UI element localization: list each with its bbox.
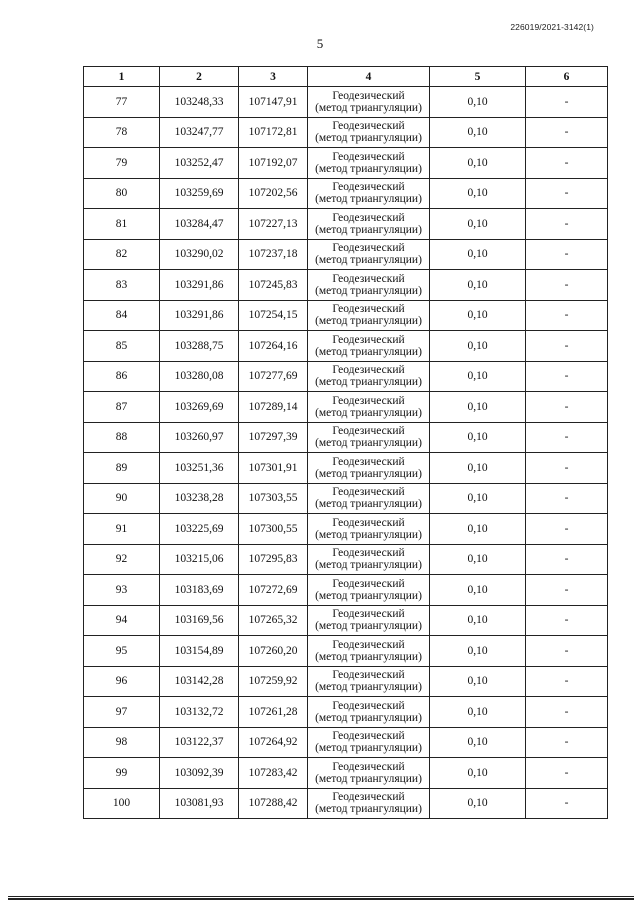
table-row	[84, 605, 608, 636]
method-cell	[308, 300, 430, 331]
table-row	[84, 483, 608, 514]
table-row	[84, 666, 608, 697]
accuracy-cell: 0,10	[430, 87, 526, 118]
y-coordinate-cell: 107202,56	[239, 178, 308, 209]
point-number-cell: 93	[84, 575, 160, 606]
table-row	[84, 239, 608, 270]
table-row	[84, 87, 608, 118]
table-row	[84, 209, 608, 240]
y-coordinate-cell: 107265,32	[239, 605, 308, 636]
note-cell: -	[526, 117, 608, 148]
y-coordinate-cell: 107300,55	[239, 514, 308, 545]
accuracy-cell: 0,10	[430, 453, 526, 484]
method-cell	[308, 361, 430, 392]
x-coordinate-cell: 103284,47	[160, 209, 239, 240]
accuracy-cell: 0,10	[430, 117, 526, 148]
method-cell	[308, 453, 430, 484]
accuracy-cell: 0,10	[430, 575, 526, 606]
method-line-1: Геодезический	[332, 699, 405, 712]
method-line-1: Геодезический	[332, 303, 405, 316]
method-line-1: Геодезический	[332, 547, 405, 560]
table-row	[84, 727, 608, 758]
method-line-2: (метод триангуляции)	[315, 193, 422, 206]
method-line-2: (метод триангуляции)	[315, 284, 422, 297]
point-number-cell: 83	[84, 270, 160, 301]
method-line-1: Геодезический	[332, 89, 405, 102]
point-number-cell: 77	[84, 87, 160, 118]
method-line-1: Геодезический	[332, 730, 405, 743]
y-coordinate-cell: 107272,69	[239, 575, 308, 606]
method-cell	[308, 636, 430, 667]
table-row	[84, 361, 608, 392]
column-header: 6	[526, 67, 608, 87]
method-line-1: Геодезический	[332, 211, 405, 224]
y-coordinate-cell: 107237,18	[239, 239, 308, 270]
method-cell	[308, 239, 430, 270]
method-line-1: Геодезический	[332, 577, 405, 590]
point-number-cell: 91	[84, 514, 160, 545]
method-line-2: (метод триангуляции)	[315, 406, 422, 419]
note-cell: -	[526, 209, 608, 240]
method-line-2: (метод триангуляции)	[315, 772, 422, 785]
accuracy-cell: 0,10	[430, 636, 526, 667]
x-coordinate-cell: 103288,75	[160, 331, 239, 362]
column-header: 2	[160, 67, 239, 87]
method-line-1: Геодезический	[332, 120, 405, 133]
y-coordinate-cell: 107297,39	[239, 422, 308, 453]
accuracy-cell: 0,10	[430, 209, 526, 240]
y-coordinate-cell: 107192,07	[239, 148, 308, 179]
table-row	[84, 453, 608, 484]
x-coordinate-cell: 103248,33	[160, 87, 239, 118]
note-cell: -	[526, 544, 608, 575]
note-cell: -	[526, 178, 608, 209]
method-cell	[308, 331, 430, 362]
table-header-row	[84, 67, 608, 87]
method-line-2: (метод триангуляции)	[315, 498, 422, 511]
method-line-2: (метод триангуляции)	[315, 711, 422, 724]
x-coordinate-cell: 103215,06	[160, 544, 239, 575]
y-coordinate-cell: 107254,15	[239, 300, 308, 331]
y-coordinate-cell: 107288,42	[239, 788, 308, 819]
point-number-cell: 87	[84, 392, 160, 423]
x-coordinate-cell: 103252,47	[160, 148, 239, 179]
note-cell: -	[526, 453, 608, 484]
note-cell: -	[526, 514, 608, 545]
x-coordinate-cell: 103247,77	[160, 117, 239, 148]
accuracy-cell: 0,10	[430, 422, 526, 453]
x-coordinate-cell: 103280,08	[160, 361, 239, 392]
column-header: 4	[308, 67, 430, 87]
x-coordinate-cell: 103132,72	[160, 697, 239, 728]
method-line-2: (метод триангуляции)	[315, 681, 422, 694]
point-number-cell: 85	[84, 331, 160, 362]
y-coordinate-cell: 107277,69	[239, 361, 308, 392]
point-number-cell: 92	[84, 544, 160, 575]
point-number-cell: 81	[84, 209, 160, 240]
table-row	[84, 575, 608, 606]
x-coordinate-cell: 103238,28	[160, 483, 239, 514]
method-line-2: (метод триангуляции)	[315, 803, 422, 816]
x-coordinate-cell: 103122,37	[160, 727, 239, 758]
method-line-2: (метод триангуляции)	[315, 132, 422, 145]
method-cell	[308, 697, 430, 728]
method-line-2: (метод триангуляции)	[315, 162, 422, 175]
accuracy-cell: 0,10	[430, 270, 526, 301]
point-number-cell: 86	[84, 361, 160, 392]
y-coordinate-cell: 107227,13	[239, 209, 308, 240]
accuracy-cell: 0,10	[430, 331, 526, 362]
x-coordinate-cell: 103142,28	[160, 666, 239, 697]
note-cell: -	[526, 148, 608, 179]
method-cell	[308, 575, 430, 606]
accuracy-cell: 0,10	[430, 148, 526, 179]
accuracy-cell: 0,10	[430, 697, 526, 728]
y-coordinate-cell: 107261,28	[239, 697, 308, 728]
method-line-2: (метод триангуляции)	[315, 223, 422, 236]
accuracy-cell: 0,10	[430, 544, 526, 575]
point-number-cell: 90	[84, 483, 160, 514]
point-number-cell: 89	[84, 453, 160, 484]
method-line-2: (метод триангуляции)	[315, 467, 422, 480]
method-line-2: (метод триангуляции)	[315, 315, 422, 328]
point-number-cell: 82	[84, 239, 160, 270]
x-coordinate-cell: 103169,56	[160, 605, 239, 636]
accuracy-cell: 0,10	[430, 788, 526, 819]
accuracy-cell: 0,10	[430, 239, 526, 270]
point-number-cell: 79	[84, 148, 160, 179]
note-cell: -	[526, 636, 608, 667]
note-cell: -	[526, 331, 608, 362]
note-cell: -	[526, 758, 608, 789]
accuracy-cell: 0,10	[430, 178, 526, 209]
y-coordinate-cell: 107245,83	[239, 270, 308, 301]
method-line-1: Геодезический	[332, 516, 405, 529]
method-line-1: Геодезический	[332, 760, 405, 773]
method-line-1: Геодезический	[332, 669, 405, 682]
method-line-2: (метод триангуляции)	[315, 528, 422, 541]
method-line-2: (метод триангуляции)	[315, 101, 422, 114]
method-cell	[308, 544, 430, 575]
point-number-cell: 99	[84, 758, 160, 789]
note-cell: -	[526, 666, 608, 697]
note-cell: -	[526, 392, 608, 423]
note-cell: -	[526, 483, 608, 514]
method-line-2: (метод триангуляции)	[315, 620, 422, 633]
accuracy-cell: 0,10	[430, 758, 526, 789]
x-coordinate-cell: 103290,02	[160, 239, 239, 270]
x-coordinate-cell: 103291,86	[160, 300, 239, 331]
y-coordinate-cell: 107259,92	[239, 666, 308, 697]
point-number-cell: 95	[84, 636, 160, 667]
table-row	[84, 544, 608, 575]
method-line-1: Геодезический	[332, 181, 405, 194]
method-line-1: Геодезический	[332, 791, 405, 804]
point-number-cell: 98	[84, 727, 160, 758]
accuracy-cell: 0,10	[430, 300, 526, 331]
method-line-1: Геодезический	[332, 394, 405, 407]
table-row	[84, 788, 608, 819]
point-number-cell: 96	[84, 666, 160, 697]
table-row	[84, 178, 608, 209]
method-line-1: Геодезический	[332, 425, 405, 438]
method-cell	[308, 117, 430, 148]
table-row	[84, 270, 608, 301]
method-cell	[308, 270, 430, 301]
x-coordinate-cell: 103259,69	[160, 178, 239, 209]
table-row	[84, 117, 608, 148]
accuracy-cell: 0,10	[430, 392, 526, 423]
method-line-1: Геодезический	[332, 638, 405, 651]
note-cell: -	[526, 239, 608, 270]
note-cell: -	[526, 300, 608, 331]
accuracy-cell: 0,10	[430, 605, 526, 636]
method-line-2: (метод триангуляции)	[315, 559, 422, 572]
method-cell	[308, 605, 430, 636]
method-cell	[308, 178, 430, 209]
x-coordinate-cell: 103154,89	[160, 636, 239, 667]
document-id: 226019/2021-3142(1)	[510, 22, 594, 32]
x-coordinate-cell: 103225,69	[160, 514, 239, 545]
method-cell	[308, 758, 430, 789]
method-line-1: Геодезический	[332, 486, 405, 499]
point-number-cell: 78	[84, 117, 160, 148]
x-coordinate-cell: 103269,69	[160, 392, 239, 423]
method-cell	[308, 483, 430, 514]
table-row	[84, 148, 608, 179]
y-coordinate-cell: 107260,20	[239, 636, 308, 667]
x-coordinate-cell: 103092,39	[160, 758, 239, 789]
y-coordinate-cell: 107147,91	[239, 87, 308, 118]
method-cell	[308, 788, 430, 819]
point-number-cell: 94	[84, 605, 160, 636]
method-line-1: Геодезический	[332, 455, 405, 468]
table-row	[84, 392, 608, 423]
point-number-cell: 84	[84, 300, 160, 331]
method-line-1: Геодезический	[332, 364, 405, 377]
table-row	[84, 514, 608, 545]
note-cell: -	[526, 727, 608, 758]
table-row	[84, 697, 608, 728]
point-number-cell: 100	[84, 788, 160, 819]
page-number: 5	[316, 36, 324, 51]
note-cell: -	[526, 788, 608, 819]
y-coordinate-cell: 107283,42	[239, 758, 308, 789]
method-cell	[308, 148, 430, 179]
accuracy-cell: 0,10	[430, 514, 526, 545]
note-cell: -	[526, 361, 608, 392]
x-coordinate-cell: 103251,36	[160, 453, 239, 484]
y-coordinate-cell: 107289,14	[239, 392, 308, 423]
note-cell: -	[526, 422, 608, 453]
method-cell	[308, 392, 430, 423]
coordinates-table	[83, 66, 608, 819]
note-cell: -	[526, 605, 608, 636]
accuracy-cell: 0,10	[430, 483, 526, 514]
column-header: 1	[84, 67, 160, 87]
y-coordinate-cell: 107264,16	[239, 331, 308, 362]
method-line-2: (метод триангуляции)	[315, 376, 422, 389]
point-number-cell: 88	[84, 422, 160, 453]
table-row	[84, 300, 608, 331]
footer-rule-thin	[8, 896, 634, 897]
point-number-cell: 97	[84, 697, 160, 728]
accuracy-cell: 0,10	[430, 361, 526, 392]
x-coordinate-cell: 103260,97	[160, 422, 239, 453]
point-number-cell: 80	[84, 178, 160, 209]
column-header: 3	[239, 67, 308, 87]
method-line-2: (метод триангуляции)	[315, 742, 422, 755]
table-row	[84, 422, 608, 453]
note-cell: -	[526, 697, 608, 728]
note-cell: -	[526, 87, 608, 118]
method-line-1: Геодезический	[332, 608, 405, 621]
x-coordinate-cell: 103291,86	[160, 270, 239, 301]
table-row	[84, 758, 608, 789]
method-line-2: (метод триангуляции)	[315, 345, 422, 358]
method-cell	[308, 87, 430, 118]
y-coordinate-cell: 107295,83	[239, 544, 308, 575]
y-coordinate-cell: 107301,91	[239, 453, 308, 484]
method-cell	[308, 666, 430, 697]
note-cell: -	[526, 270, 608, 301]
method-cell	[308, 514, 430, 545]
x-coordinate-cell: 103183,69	[160, 575, 239, 606]
method-line-1: Геодезический	[332, 333, 405, 346]
method-line-2: (метод триангуляции)	[315, 650, 422, 663]
method-cell	[308, 209, 430, 240]
note-cell: -	[526, 575, 608, 606]
accuracy-cell: 0,10	[430, 666, 526, 697]
accuracy-cell: 0,10	[430, 727, 526, 758]
footer-rule-thick	[8, 898, 634, 900]
method-line-1: Геодезический	[332, 242, 405, 255]
method-line-2: (метод триангуляции)	[315, 437, 422, 450]
method-line-2: (метод триангуляции)	[315, 589, 422, 602]
method-cell	[308, 422, 430, 453]
method-line-1: Геодезический	[332, 272, 405, 285]
method-line-1: Геодезический	[332, 150, 405, 163]
x-coordinate-cell: 103081,93	[160, 788, 239, 819]
y-coordinate-cell: 107172,81	[239, 117, 308, 148]
y-coordinate-cell: 107264,92	[239, 727, 308, 758]
method-cell	[308, 727, 430, 758]
table-row	[84, 636, 608, 667]
y-coordinate-cell: 107303,55	[239, 483, 308, 514]
column-header: 5	[430, 67, 526, 87]
table-row	[84, 331, 608, 362]
method-line-2: (метод триангуляции)	[315, 254, 422, 267]
